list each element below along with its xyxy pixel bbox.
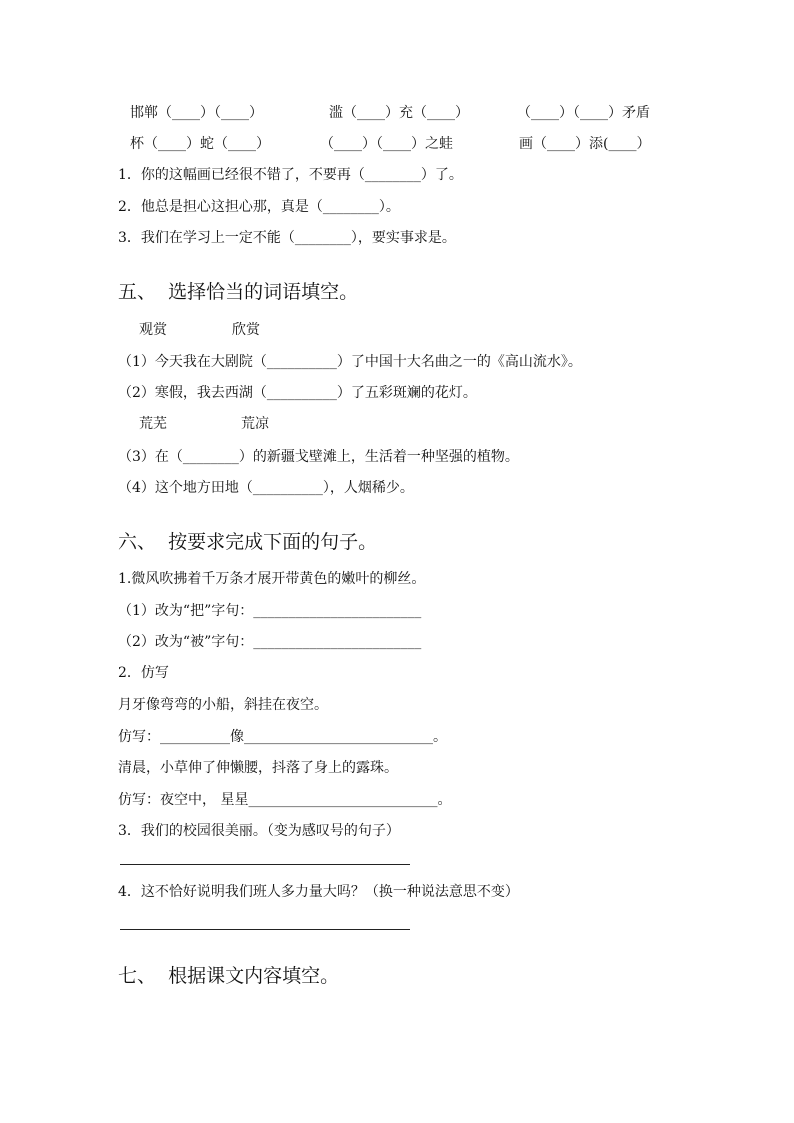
idiom-blank-6: 画（____）添(____） <box>519 136 651 152</box>
idiom-blank-4: 杯（____）蛇（____） <box>130 136 270 152</box>
section-6-q4-answer-line <box>120 929 410 930</box>
section-5-item-1: （1）今天我在大剧院（__________）了中国十大名曲之一的《高山流水》。 <box>118 354 582 370</box>
section-6-q2-fill-1: 仿写：__________像___________________________。 <box>118 729 447 745</box>
section-6-q2: 2．仿写 <box>118 665 169 681</box>
word-option-2: 欣赏 <box>232 322 260 338</box>
section-6-q2-fill-2: 仿写：夜空中， 星星___________________________。 <box>118 792 452 808</box>
section-5-item-4: （4）这个地方田地（__________），人烟稀少。 <box>118 480 414 496</box>
section-6-q1b: （2）改为“被”字句：________________________ <box>118 634 422 650</box>
section-5-heading: 五、 选择恰当的词语填空。 <box>118 281 359 303</box>
section-6-heading: 六、 按要求完成下面的句子。 <box>118 531 378 553</box>
section-6-q2-example-1: 月牙像弯弯的小船，斜挂在夜空。 <box>118 697 328 713</box>
word-option-1: 观赏 <box>139 322 167 338</box>
idiom-blank-3: （____）（____）矛盾 <box>517 105 650 121</box>
word-option-4: 荒凉 <box>241 416 269 432</box>
section-7-heading: 七、 根据课文内容填空。 <box>118 965 340 987</box>
idiom-sentence-2: 2．他总是担心这担心那，真是（________）。 <box>118 199 400 215</box>
section-6-q1: 1.微风吹拂着千万条才展开带黄色的嫩叶的柳丝。 <box>118 571 426 587</box>
idiom-blank-2: 滥（____）充（____） <box>329 105 469 121</box>
idiom-sentence-1: 1．你的这幅画已经很不错了，不要再（________）了。 <box>118 167 463 183</box>
idiom-blank-5: （____）（____）之蛙 <box>320 136 453 152</box>
section-6-q4: 4．这不恰好说明我们班人多力量大吗？（换一种说法意思不变） <box>118 884 519 900</box>
section-6-q3-answer-line <box>120 864 410 865</box>
idiom-blank-1: 邯郸（____）（____） <box>130 105 263 121</box>
section-6-q3: 3．我们的校园很美丽。（变为感叹号的句子） <box>118 823 400 839</box>
section-5-item-3: （3）在（________）的新疆戈壁滩上，生活着一种坚强的植物。 <box>118 449 519 465</box>
idiom-sentence-3: 3．我们在学习上一定不能（________），要实事求是。 <box>118 230 456 246</box>
section-6-q1a: （1）改为“把”字句：________________________ <box>118 603 422 619</box>
section-6-q2-example-2: 清晨，小草伸了伸懒腰，抖落了身上的露珠。 <box>118 760 398 776</box>
word-option-3: 荒芜 <box>139 416 167 432</box>
section-5-item-2: （2）寒假，我去西湖（__________）了五彩斑斓的花灯。 <box>118 385 477 401</box>
